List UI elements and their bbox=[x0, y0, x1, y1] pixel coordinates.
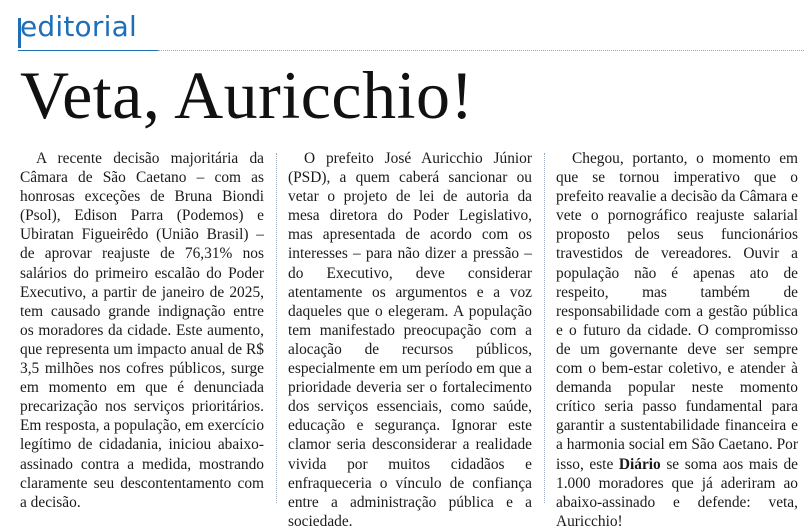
article-column-2 bbox=[288, 149, 532, 531]
column-divider-2 bbox=[544, 153, 545, 503]
newspaper-name: Diário bbox=[618, 455, 661, 473]
paragraph-3 bbox=[556, 149, 798, 531]
headline: Veta, Auricchio! bbox=[20, 57, 474, 133]
section-label: editorial bbox=[20, 10, 137, 43]
paragraph-2: O prefeito José Auricchio Júnior (PSD), a quem caberá sancionar ou vetar o projeto de lei de autoria da mesa diretora do Poder Legislativo, mas apresentada de acordo com os interesses – para não dizer a pressão – do Executivo, deve considerar atentamente os argumentos e a voz daqueles que o elegeram. A população tem manifestado preocupação com a alocação de recursos públicos, especialmente em um período em que a prioridade deveria ser o fortalecimento dos serviços essenciais, como saúde, educação e segurança. Ignorar este clamor seria desconsiderar a realidade vivida por muitos cidadãos e enfraqueceria o vínculo de confiança entre a administração pública e a sociedade. bbox=[288, 150, 532, 530]
section-underline bbox=[18, 50, 158, 51]
section-dotted-rule bbox=[158, 50, 804, 51]
section-header bbox=[18, 4, 804, 48]
paragraph-3-text-a: Chegou, portanto, o momento em que se tornou imperativo que o prefeito reavalie a decisão da Câmara e vete o pornográfico reajuste salarial proposto pelos seus funcionários travestidos de vereadores. Ouvir a população não é apenas ato de respeito, mas também de responsabilidade com a gestão pública e o futuro da cidade. O compromisso de um governante deve ser sempre com o bem-estar coletivo, e atender à demanda popular neste momento crítico seria passo fundamental para garantir a sustentabilidade financeira e a harmonia social em São Caetano. Por isso, este bbox=[556, 150, 798, 473]
article-body bbox=[20, 149, 798, 530]
article-column-1 bbox=[20, 149, 264, 512]
paragraph-1: A recente decisão majoritária da Câmara de São Caetano – com as honrosas exceções de Bruna Biondi (Psol), Edison Parra (Podemos) e Ubiratan Figueirêdo (União Brasil) – de aprovar reajuste de 76,31% nos salários do primeiro escalão do Poder Executivo, a partir de janeiro de 2025, tem causado grande indignação entre os moradores da cidade. Este aumento, que representa um impacto anual de R$ 3,5 milhões nos cofres públicos, surge em momento em que é denunciada precarização nos serviços prioritários. Em resposta, a população, em exercício legítimo de cidadania, iniciou abaixo-assinado contra a medida, mostrando claramente seu descontentamento com a decisão. bbox=[20, 150, 265, 511]
paragraph-3-text-b: se soma aos mais de 1.000 moradores que já aderiram ao abaixo-assinado e defende: veta, Auricchio! bbox=[556, 455, 798, 530]
article-column-3 bbox=[556, 149, 798, 531]
column-divider-1 bbox=[276, 153, 277, 503]
